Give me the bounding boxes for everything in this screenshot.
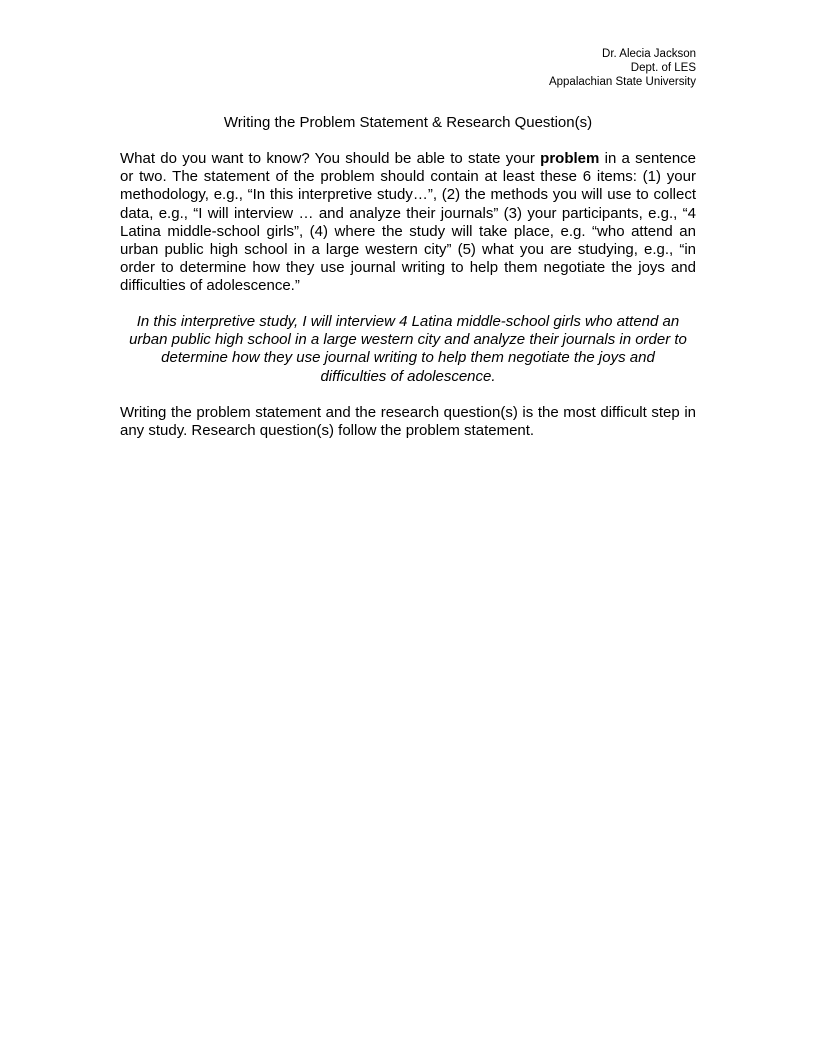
author-header	[549, 47, 696, 89]
department-name: Dept. of LES	[630, 62, 696, 74]
example-problem-statement: In this interpretive study, I will interview 4 Latina middle-school girls who attend an urban public high school in a large western city and analyze their journals in order to determine how they use journal writing to help them negotiate the joys and difficulties of adolescence.	[129, 313, 687, 385]
intro-paragraph	[120, 150, 696, 296]
problem-term: problem	[540, 150, 600, 167]
author-name: Dr. Alecia Jackson	[602, 48, 696, 60]
intro-text-end: in a sentence or two. The statement of the problem should contain at least these 6 items: (1) your methodology, e.g., “In this interpretive study…”, (2) the methods you will use to collect data, e.g., “I will interview … and analyze their journals” (3) your participants, e.g., “4 Latina middle-school girls”, (4) where the study will take place, e.g. “who attend an urban public high school in a large western city” (5) what you are studying, e.g., “in order to determine how they use journal writing to help them negotiate the joys and difficulties of adolescence.”	[120, 150, 697, 295]
intro-text-start: What do you want to know? You should be able to state your	[120, 150, 541, 167]
university-name: Appalachian State University	[548, 76, 696, 88]
closing-paragraph: Writing the problem statement and the research question(s) is the most difficult step in any study. Research question(s) follow the problem statement.	[120, 404, 696, 440]
document-title: Writing the Problem Statement & Research Question(s)	[223, 114, 593, 131]
